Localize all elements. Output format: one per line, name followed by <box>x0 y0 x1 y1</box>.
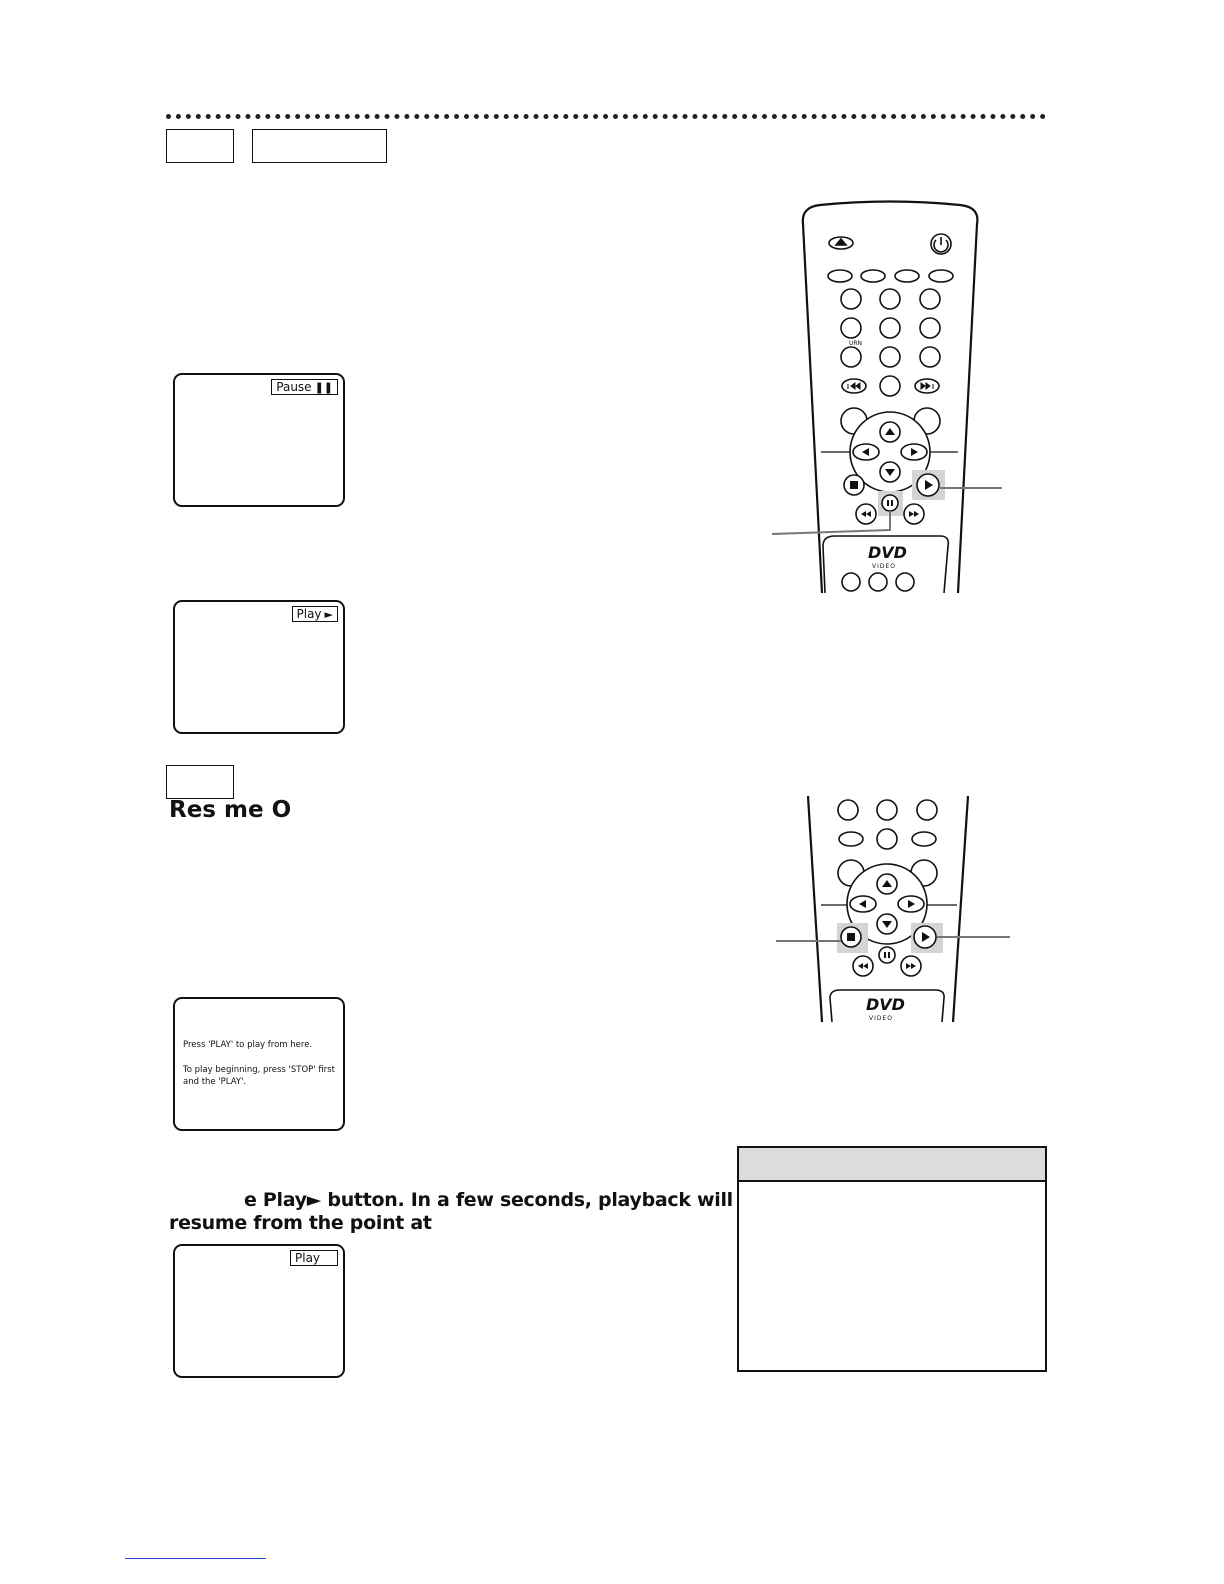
bottom-button-1 <box>842 573 860 591</box>
play-label: Play <box>296 607 322 621</box>
resumed-play-osd <box>290 1250 338 1266</box>
number-button-4 <box>841 318 861 338</box>
hint-box-header <box>739 1148 1045 1182</box>
remote2-pause-button <box>879 947 895 963</box>
tv-screen-play <box>173 600 345 734</box>
resume-message-line1: Press 'PLAY' to play from here. <box>183 1040 313 1050</box>
pause-button <box>882 495 898 511</box>
resume-tab-box <box>166 765 234 799</box>
remote2-number-button-8 <box>877 800 897 820</box>
dvd-logo: DVD <box>868 543 907 562</box>
remote2-right-edge <box>953 796 968 1022</box>
remote-body-outline <box>803 202 978 594</box>
number-button-7 <box>841 347 861 367</box>
play-osd <box>292 606 339 622</box>
number-button-2 <box>880 289 900 309</box>
number-button-8 <box>880 347 900 367</box>
oval-button-4 <box>929 270 953 282</box>
number-button-1 <box>841 289 861 309</box>
section-heading: Res me O <box>169 797 292 823</box>
remote2-left-edge <box>808 796 822 1022</box>
bottom-button-3 <box>896 573 914 591</box>
number-button-5 <box>880 318 900 338</box>
top-dotted-rule <box>166 114 1046 119</box>
remote2-number-button-0 <box>877 829 897 849</box>
tv-screen-resume-message <box>173 997 345 1131</box>
remote2-skip-forward-button <box>912 832 936 846</box>
footer-link-line <box>125 1558 266 1559</box>
pause-icon-bar-right <box>891 500 893 506</box>
remote2-pause-icon-bar-left <box>884 952 886 958</box>
section-tab-box <box>252 129 387 163</box>
pause-label: Pause <box>276 380 312 394</box>
oval-button-3 <box>895 270 919 282</box>
play-icon: ► <box>324 608 333 621</box>
number-button-9 <box>920 347 940 367</box>
number-button-0 <box>880 376 900 396</box>
remote2-pause-icon-bar-right <box>888 952 890 958</box>
resume-message-line2: To play beginning, press 'STOP' first and the 'PLAY'. <box>183 1065 335 1087</box>
oval-button-2 <box>861 270 885 282</box>
remote2-dvd-logo: DVD <box>866 995 905 1014</box>
dvd-logo-subtext: VIDEO <box>872 563 897 570</box>
remote2-skip-back-button <box>839 832 863 846</box>
number-button-6 <box>920 318 940 338</box>
tv-screen-resumed <box>173 1244 345 1378</box>
pause-osd <box>271 379 338 395</box>
remote2-stop-icon <box>847 933 855 941</box>
remote2-number-button-7 <box>838 800 858 820</box>
tv-screen-pause <box>173 373 345 507</box>
remote-control-upper <box>760 198 1020 593</box>
remote2-number-button-9 <box>917 800 937 820</box>
pause-icon: ❚❚ <box>314 381 333 394</box>
oval-button-1 <box>828 270 852 282</box>
resumed-play-label: Play <box>295 1251 321 1265</box>
hint-box <box>737 1146 1047 1372</box>
pause-icon-bar-left <box>887 500 889 506</box>
urn-label: URN <box>849 340 863 347</box>
stop-icon <box>850 481 858 489</box>
remote-control-lower <box>770 795 1020 1025</box>
bottom-button-2 <box>869 573 887 591</box>
remote2-dvd-logo-subtext: VIDEO <box>869 1015 894 1022</box>
instruction-line1: e Play► button. In a few seconds, playback will <box>244 1189 733 1211</box>
number-button-3 <box>920 289 940 309</box>
page-tab-box <box>166 129 234 163</box>
instruction-line2: resume from the point at <box>169 1212 432 1234</box>
